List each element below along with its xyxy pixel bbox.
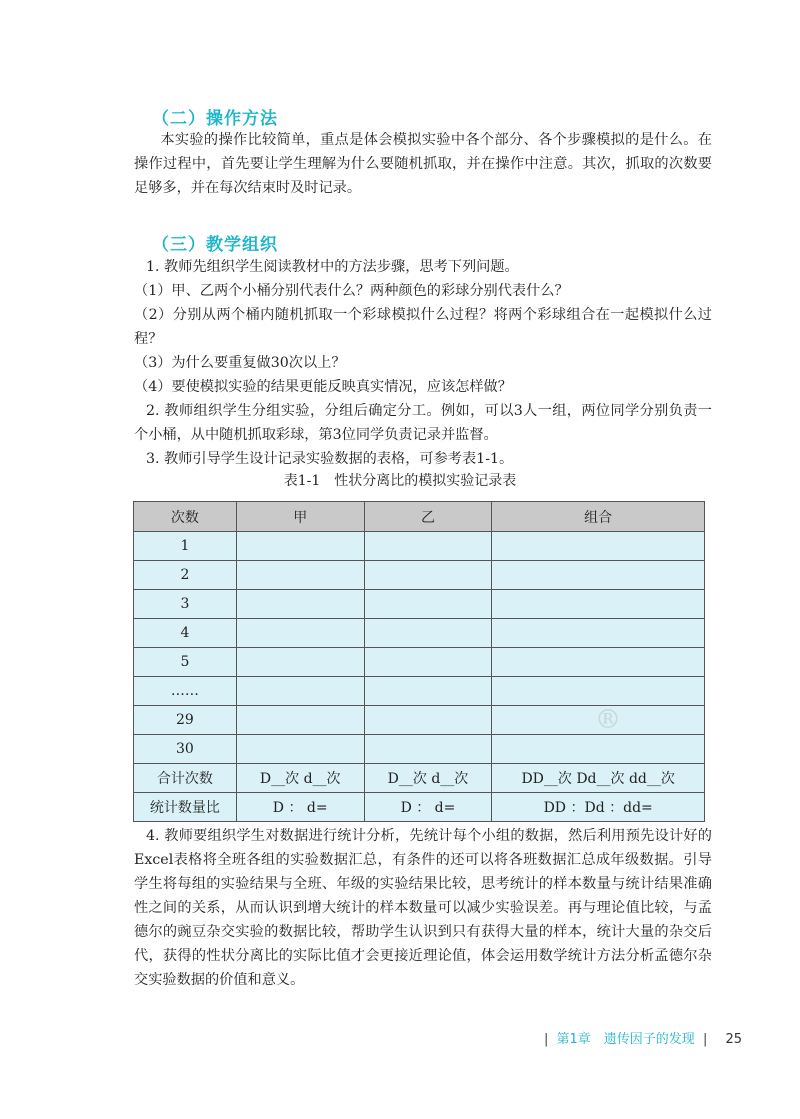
cell-combo [492,648,705,677]
cell-combo [492,590,705,619]
cell-jia [236,648,364,677]
cell-combo [492,619,705,648]
row-number: 4 [134,619,237,648]
cell-yi [364,532,492,561]
cell-yi [364,677,492,706]
page-number: 25 [725,1032,743,1047]
ratio-yi: D ： d= [364,793,492,822]
question-1: （1）甲、乙两个小桶分别代表什么？两种颜色的彩球分别代表什么？ [134,283,569,299]
footer-divider-left: | [544,1032,549,1047]
row-number: 2 [134,561,237,590]
row-number: …… [134,677,237,706]
ratio-row [134,793,705,822]
total-label: 合计次数 [134,764,237,793]
registered-mark-watermark: ® [595,705,621,735]
cell-combo [492,532,705,561]
table-row [134,532,705,561]
footer-divider-right: | [702,1032,708,1047]
row-number: 1 [134,532,237,561]
item-2: 2. 教师组织学生分组实验，分组后确定分工。例如，可以3人一组，两位同学分别负责一个小桶，从中随机抓取彩球，第3位同学负责记录并监督。 [134,403,712,443]
cell-jia [236,561,364,590]
table-row [134,590,705,619]
ratio-label: 统计数量比 [134,793,237,822]
header-count: 次数 [134,502,237,532]
total-yi: D__次 d__次 [364,764,492,793]
row-number: 30 [134,735,237,764]
question-4: （4）要使模拟实验的结果更能反映真实情况，应该怎样做？ [134,379,512,395]
cell-yi [364,619,492,648]
cell-jia [236,706,364,735]
row-number: 3 [134,590,237,619]
item-3: 3. 教师引导学生设计记录实验数据的表格，可参考表1-1。 [146,451,514,467]
question-3: （3）为什么要重复做30次以上？ [134,355,346,371]
footer-chapter: 第1章 遗传因子的发现 [556,1032,695,1047]
method-text: 本实验的操作比较简单，重点是体会模拟实验中各个部分、各个步骤模拟的是什么。在操作过程中，首先要让学生理解为什么要随机抓取，并在操作中注意。其次，抓取的次数要足够多，并在每次结束时及时记录。 [134,132,712,196]
record-table [133,501,705,822]
cell-jia [236,590,364,619]
cell-jia [236,677,364,706]
cell-yi [364,561,492,590]
cell-yi [364,735,492,764]
ratio-jia: D ： d= [236,793,364,822]
table-caption: 表1-1 性状分离比的模拟实验记录表 [283,473,517,489]
cell-combo [492,561,705,590]
cell-combo [492,677,705,706]
cell-jia [236,532,364,561]
item-4: 4. 教师要组织学生对数据进行统计分析，先统计每个小组的数据，然后利用预先设计好的Excel表格将全班各组的实验数据汇总，有条件的还可以将各班数据汇总成年级数据。引导学生将每组的实验结果与全班、年级的实验结果比较，思考统计的样本数量与统计结果准确性之间的关系，从而认识到增大统计的样本数量可以减少实验误差。再与理论值比较，与孟德尔的豌豆杂交实验的数据比较，帮助学生认识到只有获得大量的样本，统计大量的杂交后代，获得的性状分离比的实际比值才会更接近理论值，体会运用数学统计方法分析孟德尔杂交实验数据的价值和意义。 [134,828,712,988]
section-heading-method: （二）操作方法 [152,109,278,129]
total-jia: D__次 d__次 [236,764,364,793]
ratio-combo: DD ：Dd ：dd= [492,793,705,822]
cell-yi [364,590,492,619]
cell-yi [364,648,492,677]
section-heading-organization: （三）教学组织 [152,235,278,255]
page-footer [540,1028,742,1047]
row-number: 5 [134,648,237,677]
total-combo: DD__次 Dd__次 dd__次 [492,764,705,793]
cell-yi [364,706,492,735]
item-1: 1. 教师先组织学生阅读教材中的方法步骤，思考下列问题。 [146,259,519,275]
table-row [134,648,705,677]
cell-jia [236,735,364,764]
cell-combo [492,735,705,764]
row-number: 29 [134,706,237,735]
header-combo: 组合 [492,502,705,532]
method-paragraph [134,128,712,200]
question-2: （2）分别从两个桶内随机抓取一个彩球模拟什么过程？将两个彩球组合在一起模拟什么过程？ [134,307,712,347]
table-row [134,677,705,706]
header-jia: 甲 [236,502,364,532]
header-yi: 乙 [364,502,492,532]
cell-jia [236,619,364,648]
total-row [134,764,705,793]
table-row [134,561,705,590]
table-header-row [134,502,705,532]
table-row [134,619,705,648]
table-row [134,735,705,764]
